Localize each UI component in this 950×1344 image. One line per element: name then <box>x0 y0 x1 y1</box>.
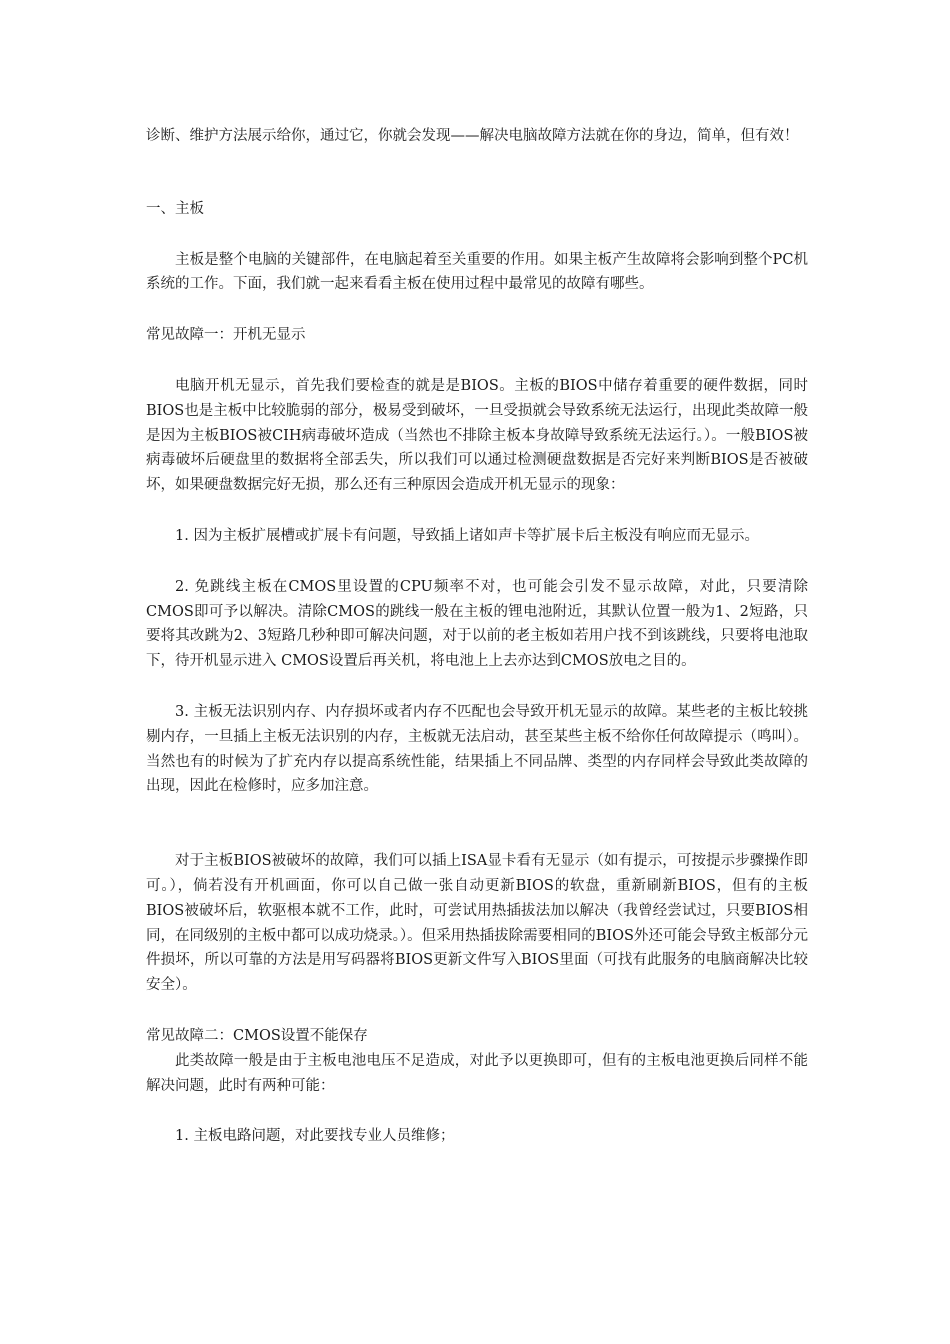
fault1-body-paragraph: 电脑开机无显示，首先我们要检查的就是是BIOS。主板的BIOS中储存着重要的硬件数据，同时BIOS也是主板中比较脆弱的部分，极易受到破坏，一旦受损就会导致系统无法运行，出现此类故障一般是因为主板BIOS被CIH病毒破坏造成（当然也不排除主板本身故障导致系统无法运行。）。一般BIOS被病毒破坏后硬盘里的数据将全部丢失，所以我们可以通过检测硬盘数据是否完好来判断BIOS是否被破坏，如果硬盘数据完好无损，那么还有三种原因会造成开机无显示的现象： <box>146 377 808 494</box>
bios-fix-paragraph: 对于主板BIOS被破坏的故障，我们可以插上ISA显卡看有无显示（如有提示，可按提示步骤操作即可。），倘若没有开机画面，你可以自己做一张自动更新BIOS的软盘，重新刷新BIOS，但有的主板BIOS被破坏后，软驱根本就不工作，此时，可尝试用热插拔法加以解决（我曾经尝试过，只要BIOS相同，在同级别的主板中都可以成功烧录。）。但采用热插拔除需要相同的BIOS外还可能会导致主板部分元件损坏，所以可靠的方法是用写码器将BIOS更新文件写入BIOS里面（可找有此服务的电脑商解决比较安全）。 <box>146 853 808 994</box>
fault2-item-1: 1. 主板电路问题，对此要找专业人员维修； <box>175 1128 455 1145</box>
fault1-item-3: 3. 主板无法识别内存、内存损坏或者内存不匹配也会导致开机无显示的故障。某些老的主板比较挑剔内存，一旦插上主板无法识别的内存，主板就无法启动，甚至某些主板不给你任何故障提示（鸣叫）。当然也有的时候为了扩充内存以提高系统性能，结果插上不同品牌、类型的内存同样会导致此类故障的出现，因此在检修时，应多加注意。 <box>146 703 808 795</box>
fault1-title: 常见故障一：开机无显示 <box>146 327 306 344</box>
fault2-body-paragraph: 此类故障一般是由于主板电池电压不足造成，对此予以更换即可，但有的主板电池更换后同样不能解决问题，此时有两种可能： <box>146 1052 808 1094</box>
fault1-item-2: 2. 免跳线主板在CMOS里设置的CPU频率不对，也可能会引发不显示故障，对此，只要清除CMOS即可予以解决。清除CMOS的跳线一般在主板的锂电池附近，其默认位置一般为1、2短路，只要将其改跳为2、3短路几秒种即可解决问题，对于以前的老主板如若用户找不到该跳线，只要将电池取下，待开机显示进入 CMOS设置后再关机，将电池上上去亦达到CMOS放电之目的。 <box>146 578 808 670</box>
fault1-item-1: 1. 因为主板扩展槽或扩展卡有问题，导致插上诸如声卡等扩展卡后主板没有响应而无显示。 <box>175 527 759 544</box>
intro-paragraph: 诊断、维护方法展示给你，通过它，你就会发现——解决电脑故障方法就在你的身边，简单，但有效！ <box>146 128 799 144</box>
section-intro-paragraph: 主板是整个电脑的关键部件，在电脑起着至关重要的作用。如果主板产生故障将会影响到整个PC机系统的工作。下面，我们就一起来看看主板在使用过程中最常见的故障有哪些。 <box>146 251 808 293</box>
fault2-title: 常见故障二：CMOS设置不能保存 <box>146 1027 368 1044</box>
section-title: 一、主板 <box>146 200 204 217</box>
document-page <box>146 124 808 1149</box>
